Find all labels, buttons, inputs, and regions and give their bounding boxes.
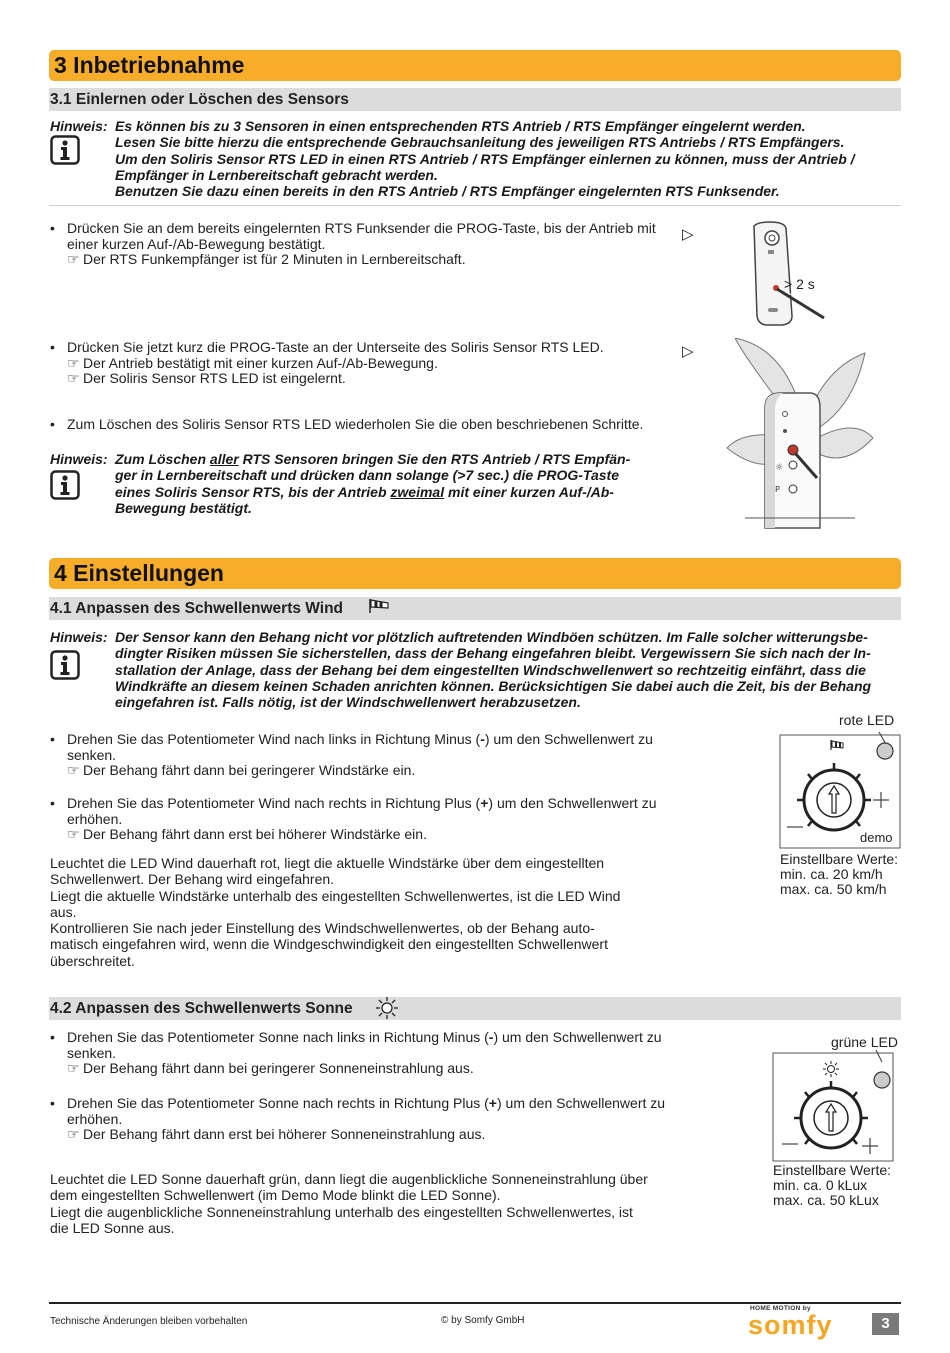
sun-values: Einstellbare Werte: min. ca. 0 kLux max. ca. 50 kLux: [773, 1162, 892, 1208]
hint-2-line: Zum Löschen aller RTS Sensoren bringen Sie den RTS Antrieb / RTS Empfän-: [115, 451, 631, 467]
hint-2-line: Bewegung bestätigt.: [115, 499, 252, 516]
footer-disclaimer: Technische Änderungen bleiben vorbehalten: [50, 1316, 248, 1327]
list-item-text: Drehen Sie das Potentiometer Wind nach links in Richtung Minus (-) um den Schwellenwert zu: [67, 731, 653, 747]
hint-2-line: eines Soliris Sensor RTS, bis der Antrieb zweimal mit einer kurzen Auf-/Ab-: [115, 483, 614, 500]
hint-1-body: [115, 118, 855, 199]
result-text: Der Behang fährt dann bei geringerer Sonneneinstrahlung aus.: [83, 1060, 474, 1076]
footer-copyright: © by Somfy GmbH: [441, 1315, 525, 1326]
pointing-hand-icon: ☞: [67, 762, 80, 778]
hint-3-line: Der Sensor kann den Behang nicht vor plötzlich auftretenden Windböen schützen. Im Falle solcher witterungsbe-: [115, 629, 868, 645]
pointing-hand-icon: ☞: [67, 1126, 80, 1142]
hint-2-line: ger in Lernbereitschaft und drücken dann solange (>7 sec.) die PROG-Taste: [115, 467, 619, 484]
list-item-text: senken.: [67, 1044, 117, 1061]
pointing-hand-icon: ☞: [67, 354, 80, 371]
hint-1-line: Lesen Sie bitte hierzu die entsprechende Gebrauchsanleitung des jeweiligen RTS Antriebs / RTS Empfängers.: [115, 134, 845, 151]
list-item-text: Drücken Sie an dem bereits eingelernten RTS Funksender die PROG-Taste, bis der Antrieb mit: [67, 220, 656, 236]
list-item-text: senken.: [67, 746, 117, 763]
info-icon: [50, 650, 80, 680]
list-item-text: erhöhen.: [67, 810, 123, 827]
section-3-1-header: 3.1 Einlernen oder Löschen des Sensors: [49, 88, 901, 111]
section-4-2-title: 4.2 Anpassen des Schwellenwerts Sonne: [50, 1000, 353, 1017]
pointing-hand-icon: ☞: [67, 370, 80, 386]
play-arrow-icon: ▷: [682, 226, 694, 243]
sun-icon: [375, 996, 399, 1020]
section-4-1-title: 4.1 Anpassen des Schwellenwerts Wind: [50, 600, 344, 617]
pointing-hand-icon: ☞: [67, 1060, 80, 1076]
pointing-hand-icon: ☞: [67, 826, 80, 842]
hint-1-line: Es können bis zu 3 Sensoren in einen entsprechenden RTS Antrieb / RTS Empfänger eingelernt werden.: [115, 118, 806, 134]
somfy-logo: somfy: [748, 1310, 833, 1340]
wind-demo-label: demo: [860, 830, 893, 845]
page-number: 3: [872, 1313, 899, 1335]
hint-3-line: stallation der Anlage, dass der Behang bei dem eingestellten Windschwellenwert so rechtzeitig einfährt, dass die: [115, 661, 866, 678]
info-icon: [50, 135, 80, 165]
sun-potentiometer-figure: [772, 1050, 894, 1162]
result-text: Der Behang fährt dann erst bei höherer Sonneneinstrahlung aus.: [83, 1126, 486, 1142]
wind-led-label: rote LED: [839, 712, 895, 728]
hint-1-line: Benutzen Sie dazu einen bereits in den RTS Antrieb / RTS Empfänger eingelernten RTS Funksender.: [115, 183, 780, 200]
footer-rule: [49, 1302, 901, 1304]
hint-2-label: Hinweis:: [50, 451, 108, 467]
list-item-text: Drücken Sie jetzt kurz die PROG-Taste an der Unterseite des Soliris Sensor RTS LED.: [67, 339, 604, 355]
hint-3-line: dingter Risiken müssen Sie sicherstellen, dass der Behang eingefahren bleibt. Vergewissern Sie sich nach der In-: [115, 645, 871, 662]
hint-3-body: [115, 629, 871, 710]
play-arrow-icon: ▷: [682, 343, 694, 360]
list-item-text: Drehen Sie das Potentiometer Sonne nach links in Richtung Minus (-) um den Schwellenwert zu: [67, 1029, 662, 1045]
wind-sock-icon: [368, 597, 390, 615]
list-item-text: einer kurzen Auf-/Ab-Bewegung bestätigt.: [67, 235, 326, 252]
hint-2-body: [115, 451, 630, 516]
pointing-hand-icon: ☞: [67, 251, 80, 267]
remote-control-figure: [740, 220, 840, 328]
wind-paragraph: Leuchtet die LED Wind dauerhaft rot, liegt die aktuelle Windstärke über dem eingestellten Schwellenwert. Der Behang wird eingefahren. Liegt die aktuelle Windstärke unterhalb des eingestellten Schwellenwertes, ist die LED Wind aus. Kontrollieren Sie nach jeder Einstellung des Windschwellenwertes, ob der Behang auto- matisch eingefahren wird, wenn die Windgeschwindigkeit den eingestellten Schwellenwert überschreitet.: [50, 855, 621, 969]
result-text: Der RTS Funkempfänger ist für 2 Minuten in Lernbereitschaft.: [83, 251, 466, 267]
divider: [49, 205, 901, 206]
result-text: Der Antrieb bestätigt mit einer kurzen Auf-/Ab-Bewegung.: [83, 354, 438, 371]
remote-hold-label: > 2 s: [784, 276, 815, 292]
section-4-1-header: [49, 597, 901, 620]
svg-text:P: P: [775, 485, 780, 494]
brand-tagline: HOME MOTION by: [750, 1305, 811, 1312]
hint-1-line: Empfänger in Lernbereitschaft gebracht werden.: [115, 166, 438, 183]
svg-text:☼: ☼: [775, 463, 784, 473]
info-icon: [50, 470, 80, 500]
list-item-text: Drehen Sie das Potentiometer Wind nach rechts in Richtung Plus (+) um den Schwellenwert zu: [67, 795, 657, 811]
section-4-header: 4 Einstellungen: [49, 558, 901, 589]
hint-1-line: Um den Soliris Sensor RTS LED in einen RTS Antrieb / RTS Empfänger einlernen zu können, muss der Antrieb /: [115, 150, 855, 167]
list-item-text: erhöhen.: [67, 1110, 123, 1127]
hint-3-line: eingefahren ist. Falls nötig, ist der Windschwellenwert herabzusetzen.: [115, 694, 581, 711]
hint-1-label: Hinweis:: [50, 118, 108, 134]
section-3-header: 3 Inbetriebnahme: [49, 50, 901, 81]
list-item-text: Drehen Sie das Potentiometer Sonne nach rechts in Richtung Plus (+) um den Schwellenwert zu: [67, 1095, 666, 1111]
result-text: Der Behang fährt dann bei geringerer Windstärke ein.: [83, 762, 416, 778]
result-text: Der Behang fährt dann erst bei höherer Windstärke ein.: [83, 826, 427, 842]
sensor-figure: [725, 338, 875, 533]
result-text: Der Soliris Sensor RTS LED ist eingelernt.: [83, 370, 346, 386]
hint-3-line: Windkräfte an diesem keinen Schaden anrichten können. Berücksichtigen Sie dabei auch die Zeit, bis der Behang: [115, 677, 872, 694]
list-item-text: Zum Löschen des Soliris Sensor RTS LED wiederholen Sie die oben beschriebenen Schritte.: [67, 416, 644, 432]
sun-led-label: grüne LED: [831, 1034, 898, 1050]
hint-3-label: Hinweis:: [50, 629, 108, 645]
sun-paragraph: Leuchtet die LED Sonne dauerhaft grün, dann liegt die augenblickliche Sonneneinstrahlung über dem eingestellten Schwellenwert (im Demo Mode blinkt die LED Sonne). Liegt die augenblickliche Sonneneinstrahlung unterhalb des eingestellten Schwellenwertes, ist die LED Sonne aus.: [50, 1171, 648, 1236]
wind-values: Einstellbare Werte: min. ca. 20 km/h max. ca. 50 km/h: [780, 851, 899, 897]
section-4-2-header: [49, 997, 901, 1020]
